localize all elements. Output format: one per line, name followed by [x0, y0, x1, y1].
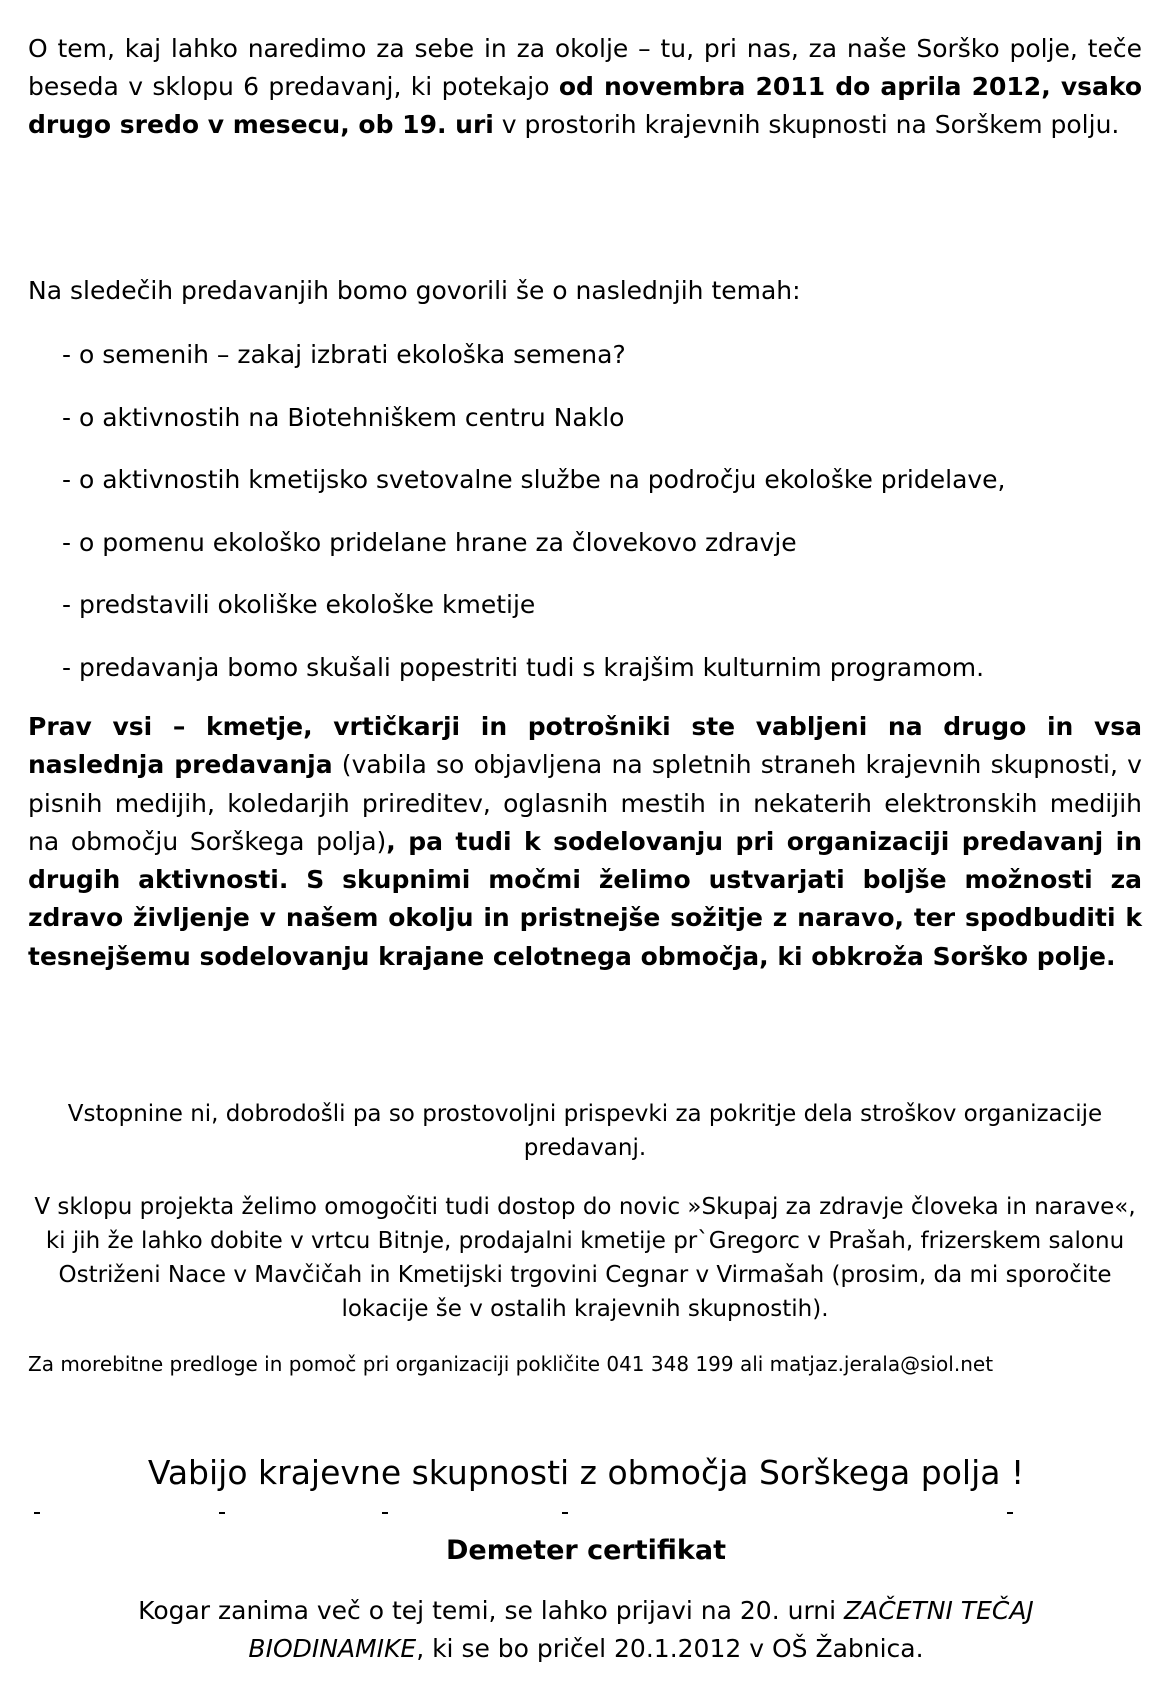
course-text-2: , ki se bo pričel 20.1.2012 v OŠ Žabnica. [416, 1634, 924, 1663]
list-item: - o aktivnostih na Biotehniškem centru Naklo [62, 402, 625, 432]
list-item: - predavanja bomo skušali popestriti tudi s krajšim kulturnim programom. [62, 652, 985, 682]
intro-schedule: od novembra 2011 do aprila 2012, vsako drugo sredo v mesecu, ob 19. uri [28, 72, 1142, 139]
newsletter-note: V sklopu projekta želimo omogočiti tudi dostop do novic »Skupaj za zdravje človeka in narave«, ki jih že lahko dobite v vrtcu Bitnje, prodajalni kmetije pr`Gregorc v Prašah, frizerskem salonu Ostriženi Nace v Mavčičah in Kmetijski trgovini Cegnar v Virmašah (prosim, da mi sporočite lokacije še v ostalih krajevnih skupnostih). [34, 1194, 1136, 1322]
separator-dash [562, 1512, 568, 1514]
separator-dash [219, 1512, 225, 1514]
demeter-heading: Demeter certifikat [446, 1535, 726, 1566]
contact-line: Za morebitne predloge in pomoč pri organizaciji pokličite 041 348 199 ali matjaz.jerala@siol.net [28, 1352, 994, 1376]
entry-fee-note: Vstopnine ni, dobrodošli pa so prostovoljni prispevki za pokritje dela stroškov organizacije predavanj. [67, 1101, 1103, 1161]
course-title: ZAČETNI TEČAJ BIODINAMIKE [248, 1596, 1034, 1663]
intro-text-2: v prostorih krajevnih skupnosti na Sorškem polju. [493, 110, 1120, 139]
separator-dashes [0, 1512, 1172, 1522]
separator-dash [34, 1512, 40, 1514]
list-item: - o pomenu ekološko pridelane hrane za človekovo zdravje [62, 527, 797, 557]
invitation-bold-1: Prav vsi – kmetje, vrtičkarji in potrošniki ste vabljeni na drugo in vsa naslednja predavanja [28, 712, 1142, 780]
list-item: - o semenih – zakaj izbrati ekološka semena? [62, 340, 626, 369]
organizers-line: Vabijo krajevne skupnosti z območja Sorškega polja ! [147, 1453, 1025, 1492]
separator-dash [1007, 1512, 1013, 1514]
intro-text-1: O tem, kaj lahko naredimo za sebe in za okolje – tu, pri nas, za naše Sorško polje, teče beseda v sklopu 6 predavanj, ki potekajo [28, 34, 1142, 101]
topics-list [62, 336, 1006, 712]
invitation-text: (vabila so objavljena na spletnih straneh krajevnih skupnosti, v pisnih medijih, koledarjih prireditev, oglasnih mestih in nekaterih elektronskih medijih na območju Sorškega polja) [28, 750, 1142, 856]
separator-dash [382, 1512, 388, 1514]
topics-lead: Na sledečih predavanjih bomo govorili še o naslednjih temah: [28, 276, 801, 305]
list-item: - o aktivnostih kmetijsko svetovalne službe na področju ekološke pridelave, [62, 465, 1006, 495]
invitation-bold-2: , pa tudi k sodelovanju pri organizaciji predavanj in drugih aktivnosti. S skupnimi močmi želimo ustvarjati boljše možnosti za zdravo življenje v našem okolju in pristnejše sožitje z naravo, ter spodbuditi k tesnejšemu sodelovanju krajane celotnega območja, ki obkroža Sorško polje. [28, 826, 1142, 971]
course-announcement [70, 1592, 1102, 1668]
course-text-1: Kogar zanima več o tej temi, se lahko prijavi na 20. urni [138, 1596, 845, 1625]
intro-paragraph [28, 30, 1142, 144]
invitation-paragraph [28, 708, 1142, 976]
list-item: - predstavili okoliške ekološke kmetije [62, 590, 536, 620]
